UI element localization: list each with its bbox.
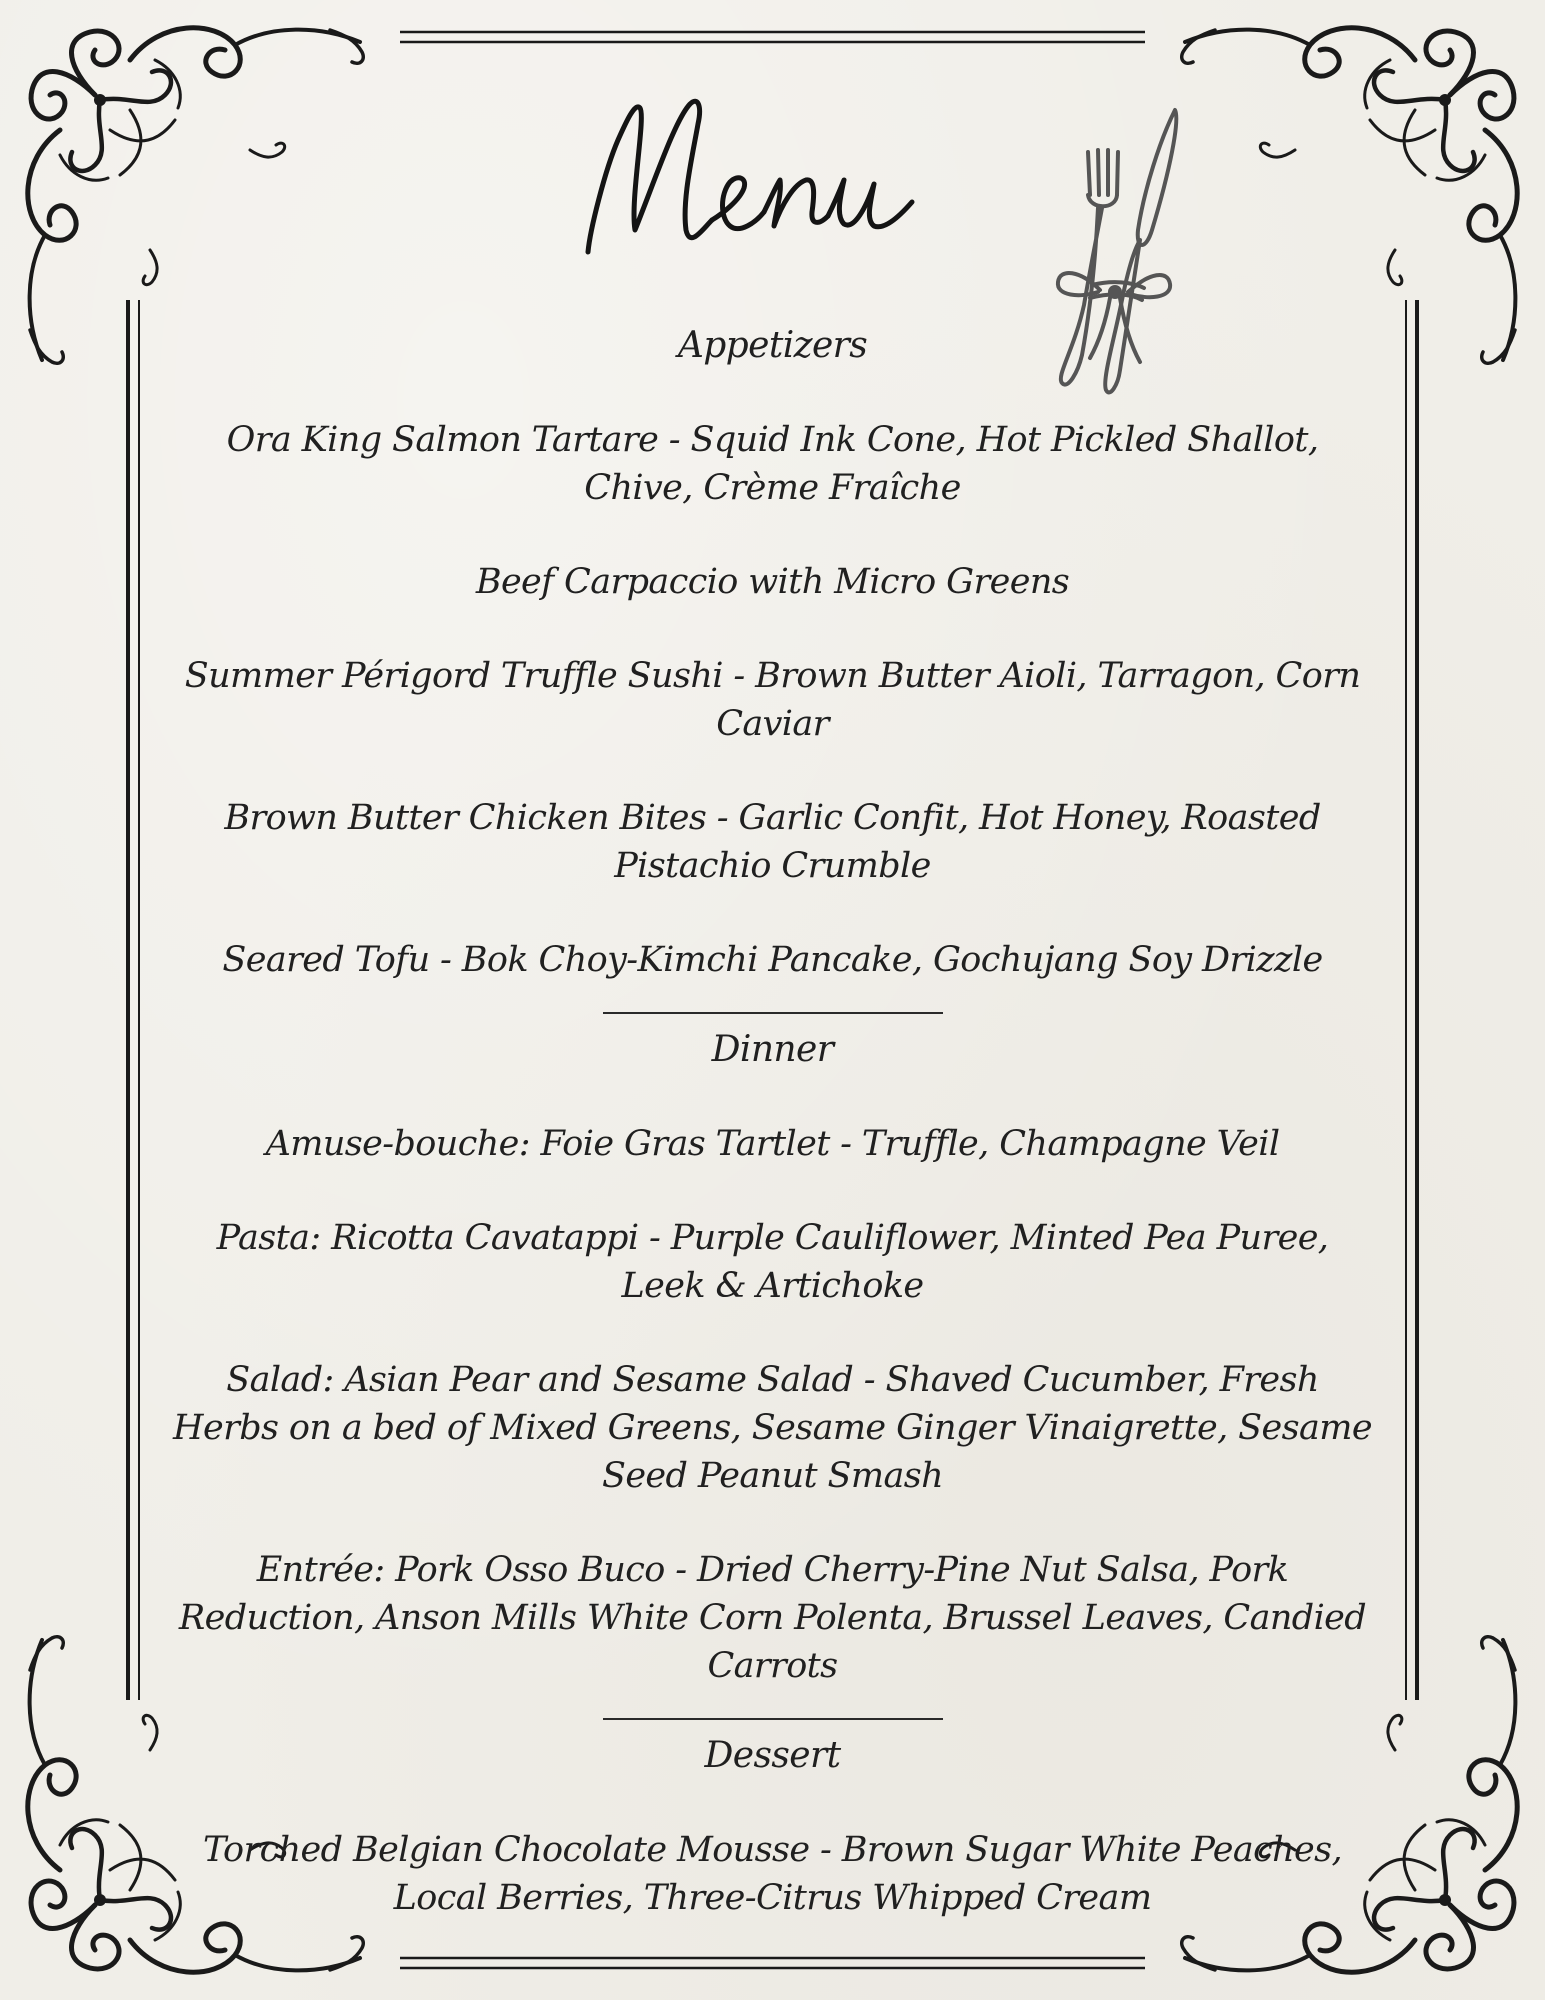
menu-item: Brown Butter Chicken Bites - Garlic Confit, Hot Honey, Roasted Pistachio Crumble (224, 798, 1321, 886)
section-appetizers (170, 322, 1375, 984)
menu-item: Amuse-bouche: Foie Gras Tartlet - Truffle, Champagne Veil (265, 1124, 1280, 1164)
menu-item: Torched Belgian Chocolate Mousse - Brown Sugar White Peaches, Local Berries, Three-Citrus Whipped Cream (202, 1830, 1343, 1918)
menu-item: Entrée: Pork Osso Buco - Dried Cherry-Pine Nut Salsa, Pork Reduction, Anson Mills White Corn Polenta, Brussel Leaves, Candied Carrots (178, 1550, 1367, 1686)
menu-item: Beef Carpaccio with Micro Greens (475, 562, 1070, 602)
menu-content (170, 322, 1375, 1922)
corner-flourish-icon (28, 28, 363, 363)
section-heading-dinner: Dinner (711, 1029, 834, 1070)
section-dessert (170, 1732, 1375, 1922)
section-dinner (170, 1026, 1375, 1690)
menu-title (560, 80, 1000, 280)
section-divider (603, 1718, 943, 1720)
section-heading-dessert: Dessert (704, 1735, 841, 1776)
section-heading-appetizers: Appetizers (677, 325, 868, 366)
menu-item: Summer Périgord Truffle Sushi - Brown Butter Aioli, Tarragon, Corn Caviar (184, 656, 1361, 744)
menu-item: Salad: Asian Pear and Sesame Salad - Shaved Cucumber, Fresh Herbs on a bed of Mixed Greens, Sesame Ginger Vinaigrette, Sesame Seed Peanut Smash (173, 1360, 1372, 1496)
menu-item: Pasta: Ricotta Cavatappi - Purple Cauliflower, Minted Pea Puree, Leek & Artichoke (216, 1218, 1329, 1306)
section-divider (603, 1012, 943, 1014)
corner-flourish-icon (1182, 28, 1517, 363)
menu-item: Seared Tofu - Bok Choy-Kimchi Pancake, Gochujang Soy Drizzle (222, 940, 1323, 980)
menu-item: Ora King Salmon Tartare - Squid Ink Cone, Hot Pickled Shallot, Chive, Crème Fraîche (226, 420, 1319, 508)
